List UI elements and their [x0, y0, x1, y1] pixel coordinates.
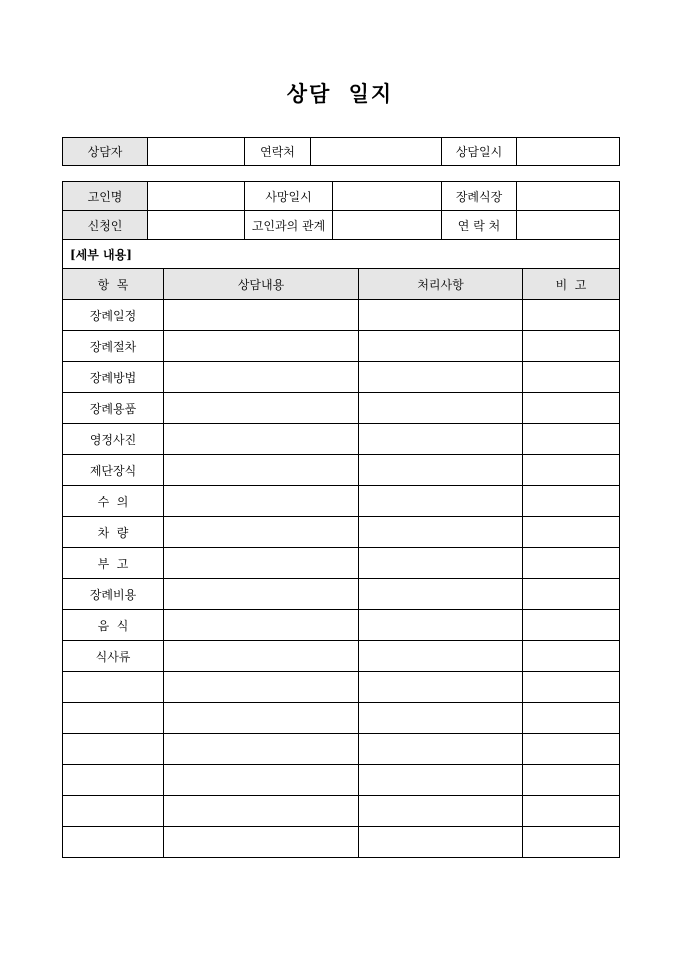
column-header-note: 비 고 — [523, 269, 620, 300]
content-cell[interactable] — [164, 610, 359, 641]
details-table — [62, 268, 620, 858]
action-cell[interactable] — [359, 362, 523, 393]
note-cell[interactable] — [523, 610, 620, 641]
content-cell[interactable] — [164, 393, 359, 424]
content-cell[interactable] — [164, 486, 359, 517]
note-cell[interactable] — [523, 424, 620, 455]
column-header-item: 항 목 — [63, 269, 164, 300]
content-cell[interactable] — [164, 827, 359, 858]
content-cell[interactable] — [164, 765, 359, 796]
note-cell[interactable] — [523, 641, 620, 672]
table-row — [63, 672, 620, 703]
contact-field[interactable] — [311, 138, 442, 166]
death-date-label: 사망일시 — [245, 182, 333, 211]
counselor-field[interactable] — [148, 138, 245, 166]
content-cell[interactable] — [164, 734, 359, 765]
action-cell[interactable] — [359, 672, 523, 703]
action-cell[interactable] — [359, 703, 523, 734]
row-item-label: 부 고 — [63, 548, 164, 579]
content-cell[interactable] — [164, 455, 359, 486]
content-cell[interactable] — [164, 517, 359, 548]
note-cell[interactable] — [523, 300, 620, 331]
note-cell[interactable] — [523, 579, 620, 610]
row-item-label: 식사류 — [63, 641, 164, 672]
note-cell[interactable] — [523, 703, 620, 734]
note-cell[interactable] — [523, 765, 620, 796]
note-cell[interactable] — [523, 362, 620, 393]
table-row — [63, 765, 620, 796]
note-cell[interactable] — [523, 486, 620, 517]
row-item-label — [63, 703, 164, 734]
content-cell[interactable] — [164, 703, 359, 734]
note-cell[interactable] — [523, 548, 620, 579]
applicant-label: 신청인 — [63, 211, 148, 240]
note-cell[interactable] — [523, 796, 620, 827]
info-table — [62, 181, 620, 269]
content-cell[interactable] — [164, 548, 359, 579]
page-title: 상담 일지 — [286, 81, 394, 106]
relation-label: 고인과의 관계 — [245, 211, 333, 240]
content-cell[interactable] — [164, 672, 359, 703]
contact-label: 연락처 — [245, 138, 311, 166]
deceased-field[interactable] — [148, 182, 245, 211]
table-row — [63, 548, 620, 579]
table-row — [63, 455, 620, 486]
table-row — [63, 331, 620, 362]
row-item-label: 장례일정 — [63, 300, 164, 331]
action-cell[interactable] — [359, 455, 523, 486]
deceased-label: 고인명 — [63, 182, 148, 211]
row-item-label: 음 식 — [63, 610, 164, 641]
row-item-label — [63, 672, 164, 703]
action-cell[interactable] — [359, 517, 523, 548]
relation-field[interactable] — [333, 211, 442, 240]
column-header-content: 상담내용 — [164, 269, 359, 300]
note-cell[interactable] — [523, 331, 620, 362]
row-item-label: 제단장식 — [63, 455, 164, 486]
contact2-label: 연 락 처 — [442, 211, 517, 240]
table-row — [63, 362, 620, 393]
action-cell[interactable] — [359, 641, 523, 672]
table-row — [63, 734, 620, 765]
row-item-label: 장례절차 — [63, 331, 164, 362]
table-row — [63, 610, 620, 641]
row-item-label: 영정사진 — [63, 424, 164, 455]
date-label: 상담일시 — [442, 138, 517, 166]
row-item-label — [63, 827, 164, 858]
table-row — [63, 641, 620, 672]
action-cell[interactable] — [359, 548, 523, 579]
action-cell[interactable] — [359, 579, 523, 610]
table-row — [63, 300, 620, 331]
row-item-label — [63, 734, 164, 765]
action-cell[interactable] — [359, 734, 523, 765]
note-cell[interactable] — [523, 672, 620, 703]
counselor-label: 상담자 — [63, 138, 148, 166]
action-cell[interactable] — [359, 393, 523, 424]
table-row — [63, 703, 620, 734]
death-date-field[interactable] — [333, 182, 442, 211]
note-cell[interactable] — [523, 455, 620, 486]
note-cell[interactable] — [523, 734, 620, 765]
action-cell[interactable] — [359, 827, 523, 858]
action-cell[interactable] — [359, 765, 523, 796]
action-cell[interactable] — [359, 796, 523, 827]
table-row — [63, 827, 620, 858]
contact2-field[interactable] — [517, 211, 620, 240]
counselor-table — [62, 137, 620, 166]
action-cell[interactable] — [359, 486, 523, 517]
action-cell[interactable] — [359, 610, 523, 641]
row-item-label — [63, 796, 164, 827]
note-cell[interactable] — [523, 827, 620, 858]
content-cell[interactable] — [164, 300, 359, 331]
action-cell[interactable] — [359, 331, 523, 362]
content-cell[interactable] — [164, 579, 359, 610]
content-cell[interactable] — [164, 796, 359, 827]
table-row — [63, 424, 620, 455]
table-row — [63, 517, 620, 548]
note-cell[interactable] — [523, 517, 620, 548]
date-field[interactable] — [517, 138, 620, 166]
funeral-hall-label: 장례식장 — [442, 182, 517, 211]
row-item-label: 장례비용 — [63, 579, 164, 610]
action-cell[interactable] — [359, 424, 523, 455]
content-cell[interactable] — [164, 641, 359, 672]
funeral-hall-field[interactable] — [517, 182, 620, 211]
row-item-label: 수 의 — [63, 486, 164, 517]
action-cell[interactable] — [359, 300, 523, 331]
content-cell[interactable] — [164, 331, 359, 362]
table-row — [63, 579, 620, 610]
content-cell[interactable] — [164, 362, 359, 393]
applicant-field[interactable] — [148, 211, 245, 240]
row-item-label: 장례용품 — [63, 393, 164, 424]
table-row — [63, 486, 620, 517]
column-header-action: 처리사항 — [359, 269, 523, 300]
table-row — [63, 393, 620, 424]
row-item-label: 차 량 — [63, 517, 164, 548]
content-cell[interactable] — [164, 424, 359, 455]
row-item-label — [63, 765, 164, 796]
note-cell[interactable] — [523, 393, 620, 424]
section-title: [세부 내용] — [63, 240, 620, 269]
row-item-label: 장례방법 — [63, 362, 164, 393]
table-row — [63, 796, 620, 827]
